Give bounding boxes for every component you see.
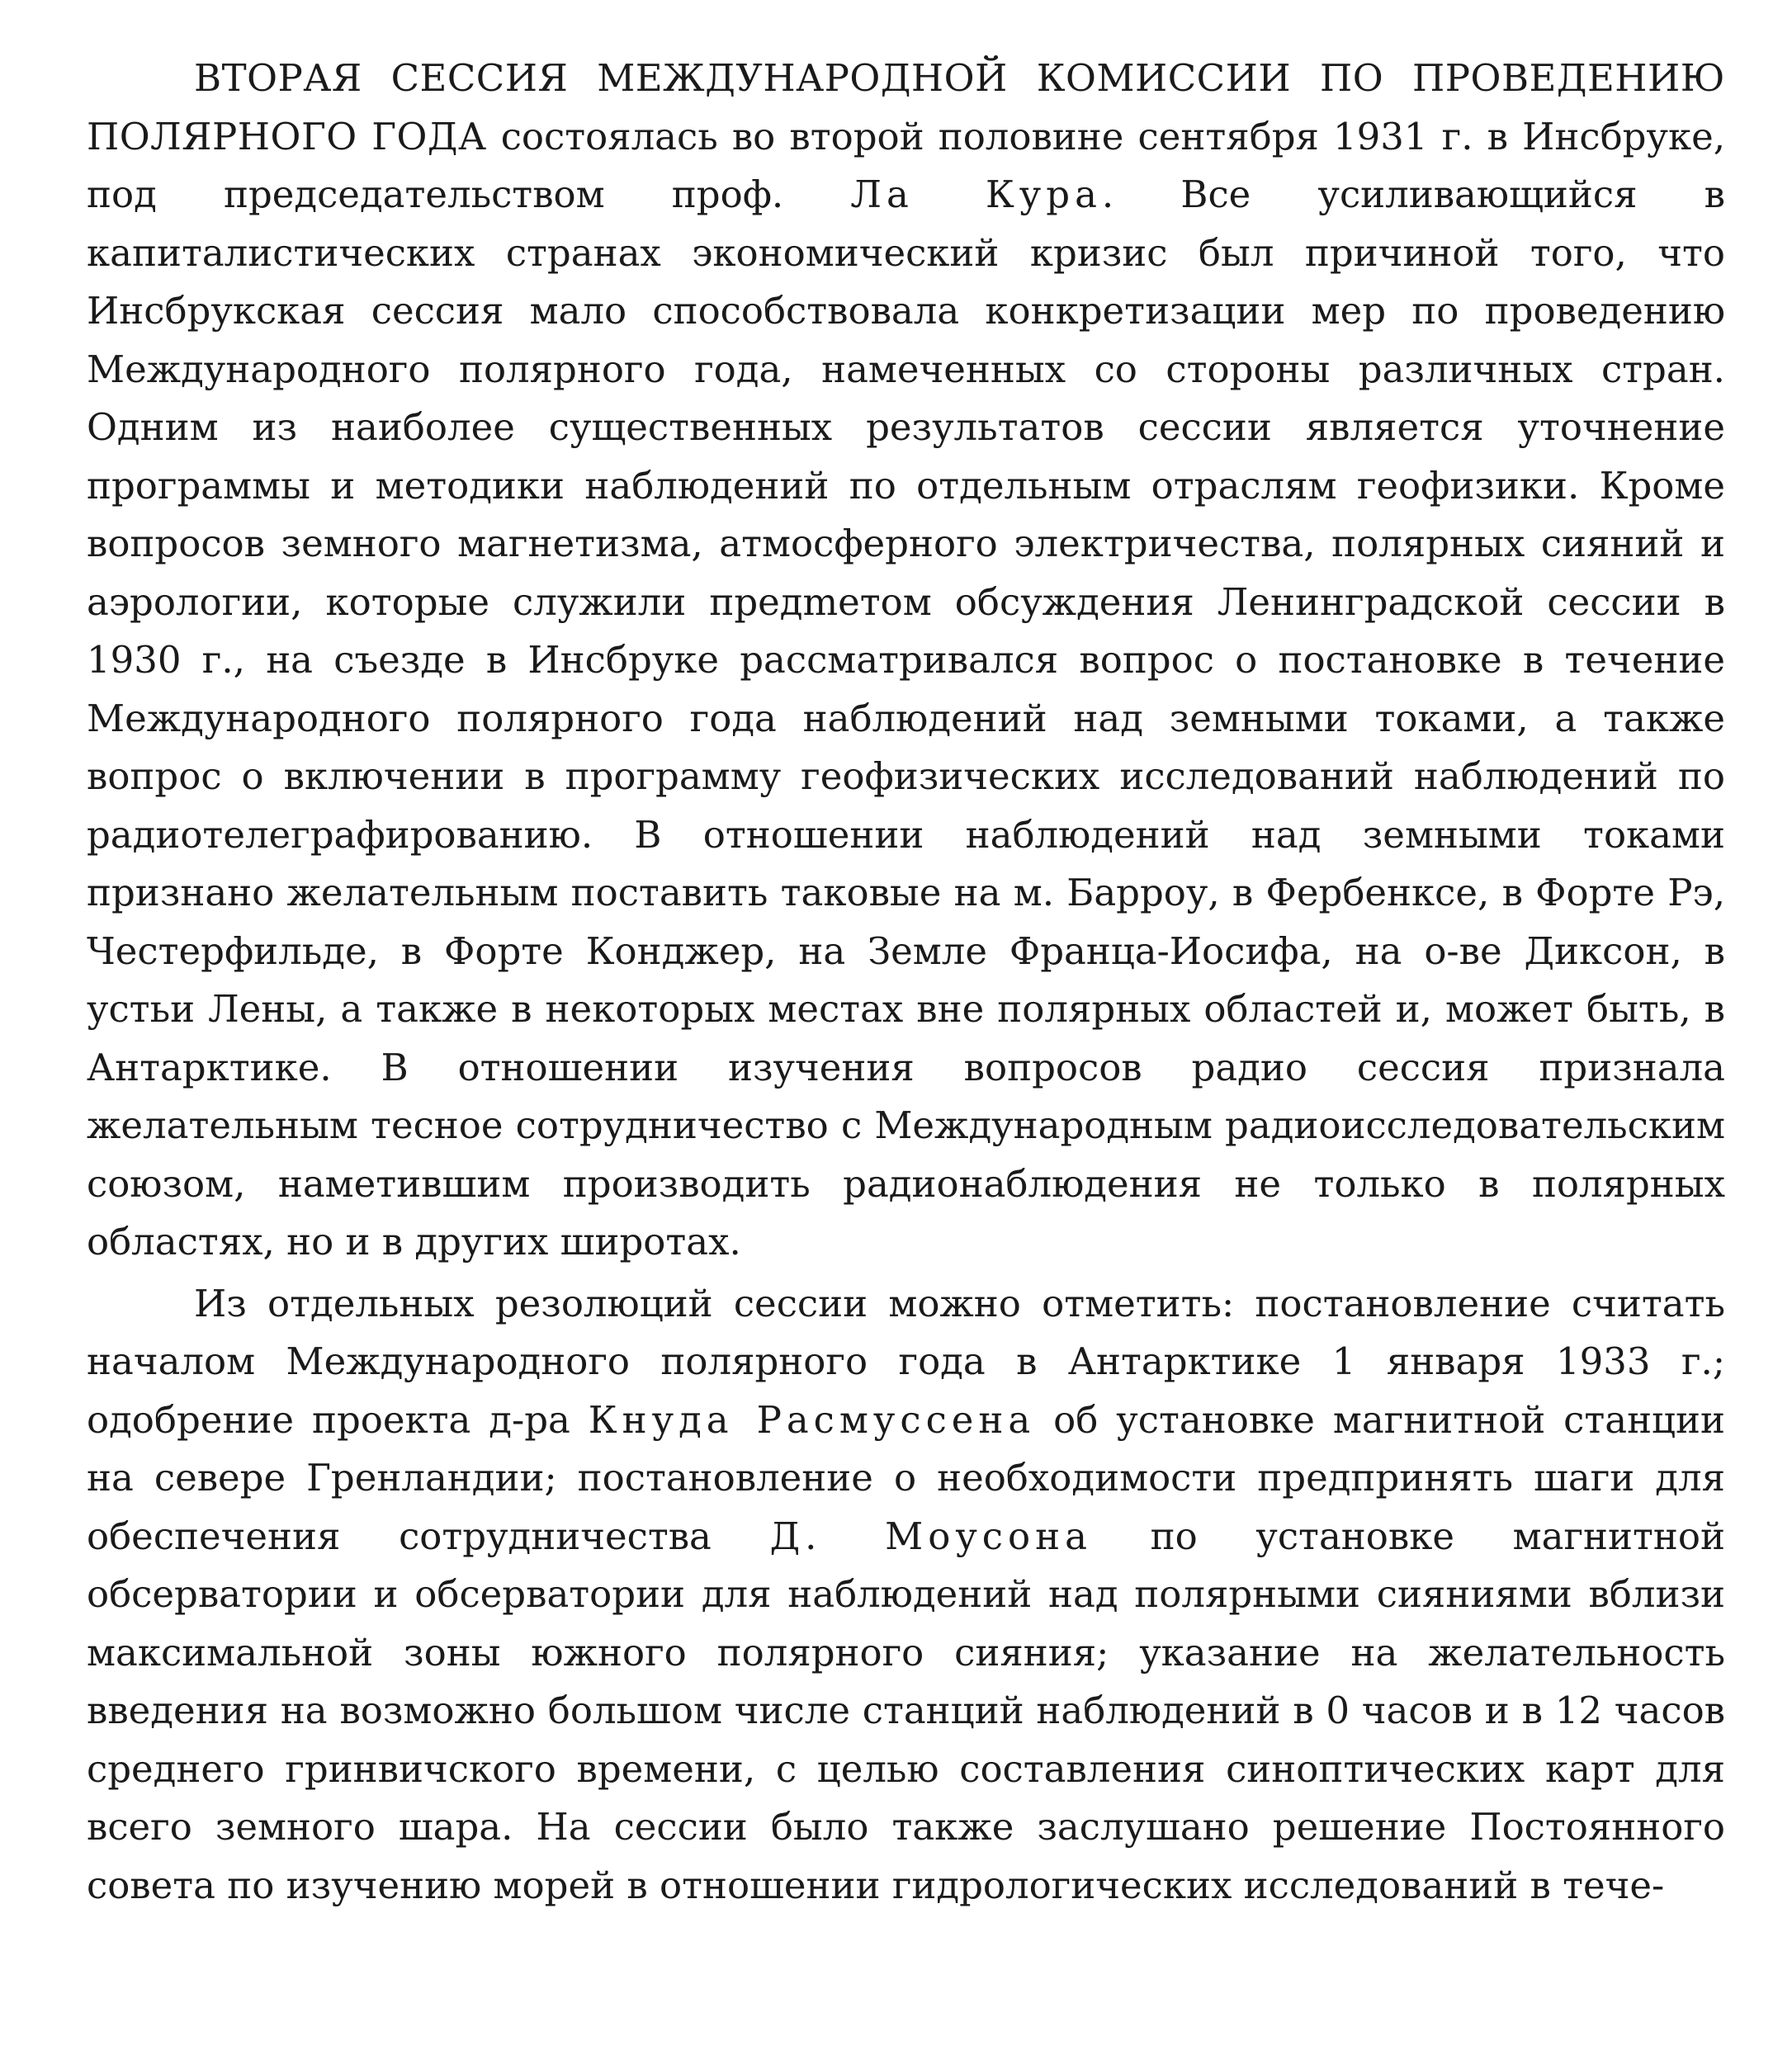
paragraph-1-name-la-cour: Ла Кура — [850, 172, 1102, 216]
paragraph-2-text-a: Из отдельных резолюций сессии можно отметить: постановление считать началом Международного полярного года в Антарктике 1 января 1933 г.; одобрение проекта д-ра — [87, 1281, 1725, 1442]
paragraph-2-name-rasmussen: Кнуда Расмуссена — [588, 1397, 1036, 1442]
paragraph-2-name-mawson: Д. Моусона — [769, 1514, 1092, 1558]
paragraph-1-heading-caps: ВТОРАЯ СЕССИЯ МЕЖДУНАРОДНОЙ КОМИССИИ ПО ПРОВЕДЕНИЮ ПОЛЯРНОГО ГОДА — [87, 56, 1725, 158]
paragraph-1 — [87, 50, 1725, 1272]
paragraph-1-text-a: состоялась во второй половине сентября 1931 г. в Инсбруке, под председательством проф. — [87, 114, 1725, 216]
paragraph-2 — [87, 1275, 1725, 1915]
paragraph-2-text-c: по установке магнитной обсерватории и обсерватории для наблюдений над полярными сияниями вблизи максимальной зоны южного полярного сияния; указание на желательность введения на возможно большом числе станций наблюдений в 0 часов и в 12 часов среднего гринвичского времени, с целью составления синоптических карт для всего земного шара. На сессии было также заслушано решение Постоянного совета по изучению морей в отношении гидрологических исследований в тече- — [87, 1514, 1725, 1907]
paragraph-2-text-b: об установке магнитной станции на севере Гренландии; постановление о необходимости предпринять шаги для обеспечения сотрудничества — [87, 1397, 1725, 1558]
paragraph-1-text-b: . Все усиливающийся в капиталистических странах экономический кризис был причиной того, что Инсбрукская сессия мало способствовала конкретизации мер по проведению Международного полярного года, намеченных со стороны различных стран. Одним из наиболее существенных результатов сессии является уточнение программы и методики наблюдений по отдельным отраслям геофизики. Кроме вопросов земного магнетизма, атмосферного электричества, полярных сияний и аэрологии, которые служили предmетом обсуждения Ленинградской сессии в 1930 г., на съезде в Инсбруке рассматривался вопрос о постановке в течение Международного полярного года наблюдений над земными токами, а также вопрос о включении в программу геофизических исследований наблюдений по радиотелеграфированию. В отношении наблюдений над земными токами признано желательным поставить таковые на м. Барроу, в Фербенксе, в Форте Рэ, Честерфильде, в Форте Конджер, на Земле Франца-Иосифа, на о-ве Диксон, в устьи Лены, а также в некоторых местах вне полярных областей и, может быть, в Антарктике. В отношении изучения вопросов радио сессия признала желательным тесное сотрудничество с Международным радиоисследовательским союзом, наметившим производить радионаблюдения не только в полярных областях, но и в других широтах. — [87, 172, 1725, 1264]
document-page — [87, 50, 1725, 1915]
